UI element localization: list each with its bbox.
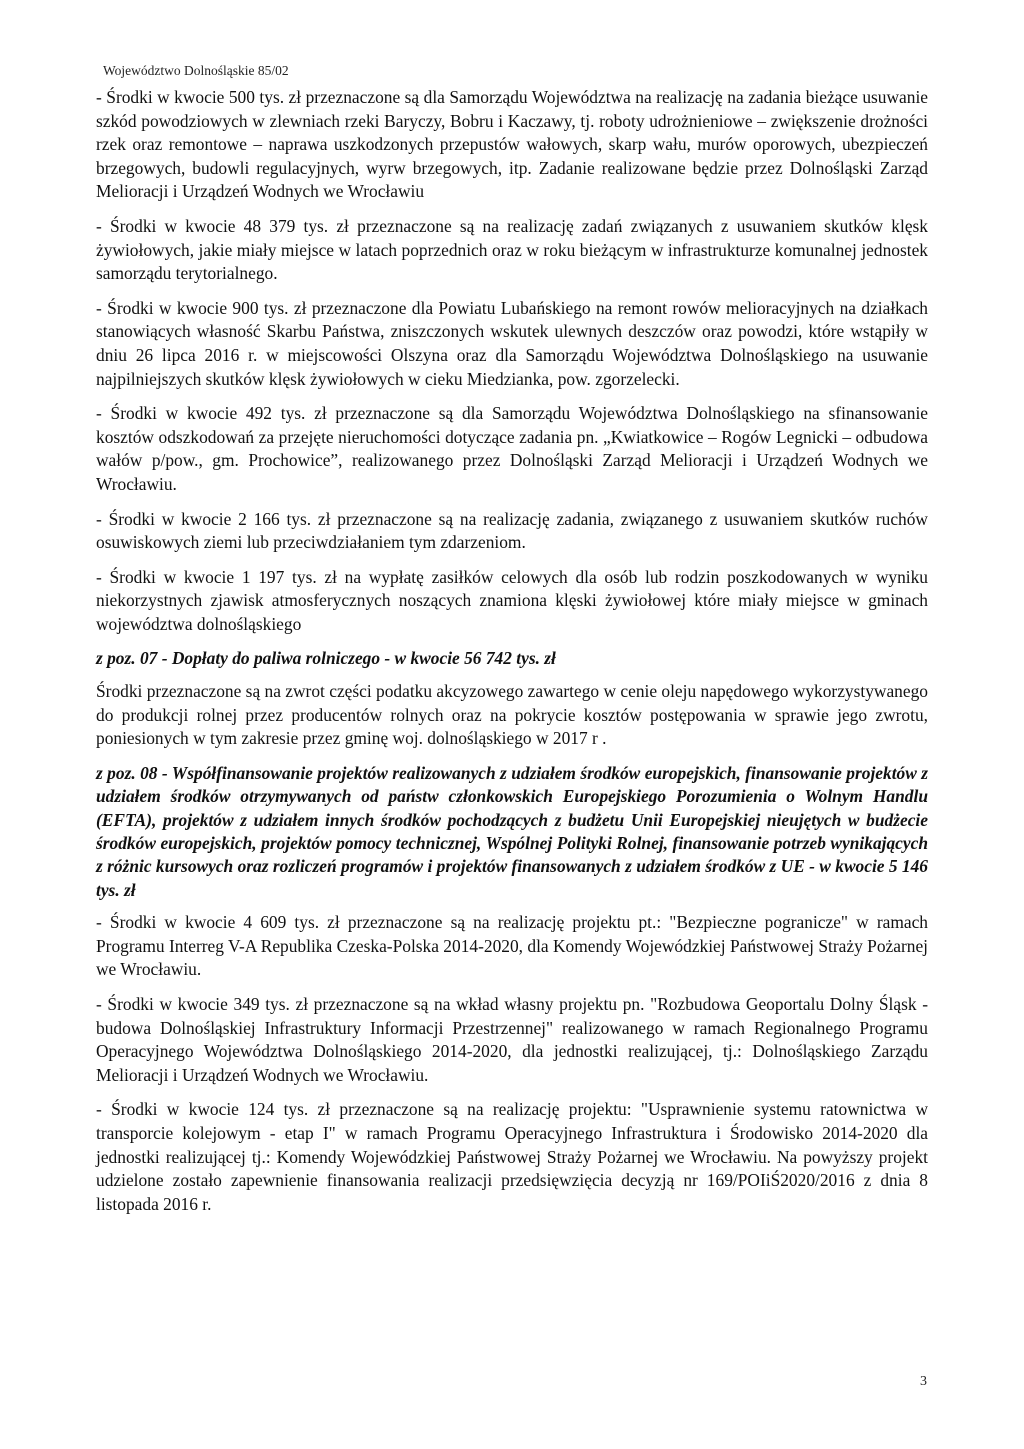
- page-number: 3: [920, 1374, 927, 1389]
- paragraph-compensation: - Środki w kwocie 492 tys. zł przeznaczone są dla Samorządu Województwa Dolnośląskiego na sfinansowanie kosztów odszkodowań za przejęte nieruchomości dotyczące zadania pn. „Kwiatkowice – Rogów Legnicki – odbudowa wałów p/pow., gm. Prochowice”, realizowanego przez Dolnośląski Zarząd Melioracji i Urządzeń Wodnych we Wrocławiu.: [96, 403, 928, 494]
- paragraph-fuel-refund: Środki przeznaczone są na zwrot części podatku akcyzowego zawartego w cenie oleju napędowego wykorzystywanego do produkcji rolnej przez producentów rolnych oraz na pokrycie kosztów postępowania w sprawie jego zwrotu, poniesionych w tym zakresie przez gminę woj. dolnośląskiego w 2017 r .: [96, 681, 928, 749]
- section-heading-07: z poz. 07 - Dopłaty do paliwa rolniczego - w kwocie 56 742 tys. zł: [96, 648, 556, 669]
- paragraph-safe-border: - Środki w kwocie 4 609 tys. zł przeznaczone są na realizację projektu pt.: "Bezpieczne pogranicze" w ramach Programu Interreg V-A Republika Czeska-Polska 2014-2020, dla Komendy Wojewódzkiej Państwowej Straży Pożarnej we Wrocławiu.: [96, 912, 928, 980]
- paragraph-rail-rescue: - Środki w kwocie 124 tys. zł przeznaczone są na realizację projektu: "Usprawnienie systemu ratownictwa w transporcie kolejowym - etap I" w ramach Programu Operacyjnego Infrastruktura i Środowisko 2014-2020 dla jednostki realizującej tj.: Komendy Wojewódzkiej Państwowej Straży Pożarnej we Wrocławiu. Na powyższy projekt udzielone zostało zapewnienie finansowania realizacji przedsięwzięcia decyzją nr 169/POIiŚ2020/2016 z dnia 8 listopada 2016 r.: [96, 1099, 928, 1214]
- paragraph-luban-county: - Środki w kwocie 900 tys. zł przeznaczone dla Powiatu Lubańskiego na remont rowów melioracyjnych na działkach stanowiących własność Skarbu Państwa, zniszczonych wskutek ulewnych deszczów oraz powodzi, które wstąpiły w dniu 26 lipca 2016 r. w miejscowości Olszyna oraz dla Samorządu Województwa Dolnośląskiego na usuwanie najpilniejszych skutków klęsk żywiołowych w cieku Miedzianka, pow. zgorzelecki.: [96, 297, 928, 389]
- page-content: [96, 86, 928, 1227]
- section-heading-08: z poz. 08 - Współfinansowanie projektów realizowanych z udziałem środków europejskich, finansowanie projektów z udziałem środków otrzymywanych od państw członkowskich Europejskiego Porozumienia o Wolnym Handlu (EFTA), projektów z udziałem innych środków pochodzących z budżetu Unii Europejskiej nieujętych w budżecie środków europejskich, projektów pomocy technicznej, Wspólnej Polityki Rolnej, finansowanie potrzeb wynikających z różnic kursowych oraz rozliczeń programów i projektów finansowanych z udziałem środków z UE - w kwocie 5 146 tys. zł: [96, 762, 928, 900]
- paragraph-landslides: - Środki w kwocie 2 166 tys. zł przeznaczone są na realizację zadania, związanego z usuwaniem skutków ruchów osuwiskowych ziemi lub przeciwdziałaniem tym zdarzeniom.: [96, 508, 928, 553]
- paragraph-natural-disasters: - Środki w kwocie 48 379 tys. zł przeznaczone są na realizację zadań związanych z usuwaniem skutków klęsk żywiołowych, jakie miały miejsce w latach poprzednich oraz w roku bieżącym w infrastrukturze komunalnej jednostek samorządu terytorialnego.: [96, 215, 928, 284]
- paragraph-benefits: - Środki w kwocie 1 197 tys. zł na wypłatę zasiłków celowych dla osób lub rodzin poszkodowanych w wyniku niekorzystnych zjawisk atmosferycznych noszących znamiona klęski żywiołowej które miały miejsce w gminach województwa dolnośląskiego: [96, 566, 928, 634]
- paragraph-geoportal: - Środki w kwocie 349 tys. zł przeznaczone są na wkład własny projektu pn. "Rozbudowa Geoportalu Dolny Śląsk - budowa Dolnośląskiej Infrastruktury Informacji Przestrzennej" realizowanego w ramach Regionalnego Programu Operacyjnego Województwa Dolnośląskiego 2014-2020, dla jednostki realizującej, tj.: Dolnośląskiego Zarządu Melioracji i Urządzeń Wodnych we Wrocławiu.: [96, 994, 928, 1085]
- paragraph-flood-damage: - Środki w kwocie 500 tys. zł przeznaczone są dla Samorządu Województwa na realizację na zadania bieżące usuwanie szkód powodziowych w zlewniach rzeki Baryczy, Bobru i Kaczawy, tj. roboty udrożnieniowe – zwiększenie drożności rzek oraz remontowe – naprawa uszkodzonych przepustów wałowych, skarp wału, murów oporowych, ubezpieczeń brzegowych, budowli regulacyjnych, wyrw brzegowych, itp. Zadanie realizowane będzie przez Dolnośląski Zarząd Melioracji i Urządzeń Wodnych we Wrocławiu: [96, 87, 928, 202]
- page-header: Województwo Dolnośląskie 85/02: [103, 63, 289, 78]
